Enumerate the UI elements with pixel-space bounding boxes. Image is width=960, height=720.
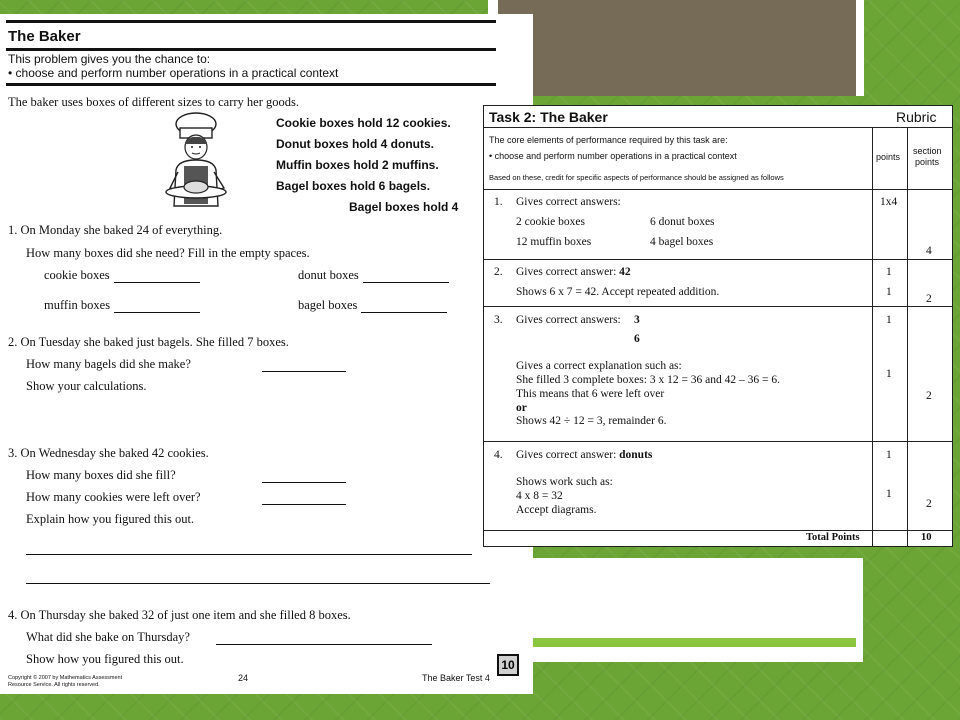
rubric-total-value: 10 <box>921 532 932 543</box>
r1-head: Gives correct answers: <box>516 196 621 208</box>
rubric-rule-row1 <box>484 259 952 260</box>
q1-muffin-field[interactable] <box>44 298 200 313</box>
rubric-label: Rubric <box>896 109 937 125</box>
r4-work-2: 4 x 8 = 32 <box>516 490 563 502</box>
r4-work-1: Shows work such as: <box>516 476 613 488</box>
r2-point-2: 1 <box>886 286 892 298</box>
q1-muffin-label: muffin boxes <box>44 298 111 312</box>
r1-section-points: 4 <box>926 245 932 257</box>
title-rule <box>6 48 496 51</box>
r2-point-1: 1 <box>886 266 892 278</box>
r4-point-1: 1 <box>886 449 892 461</box>
r3-explain-1: Gives a correct explanation such as: <box>516 360 682 372</box>
r2-head-line <box>516 266 631 278</box>
lead-text: The baker uses boxes of different sizes to carry her goods. <box>8 95 299 109</box>
r3-num: 3. <box>494 314 503 326</box>
fact-cookie: Cookie boxes hold 12 cookies. <box>276 116 451 130</box>
r2-section-points: 2 <box>926 293 932 305</box>
baker-illustration <box>156 110 242 214</box>
q1-bagel-blank[interactable] <box>361 302 447 313</box>
rubric-col-section-1: section <box>913 146 942 156</box>
r1-answer-muffin: 12 muffin boxes <box>516 236 592 248</box>
q1-donut-label: donut boxes <box>298 268 359 282</box>
r2-answer: 42 <box>619 266 631 278</box>
q2-text: 2. On Tuesday she baked just bagels. She filled 7 boxes. <box>8 335 289 349</box>
intro-line-1: This problem gives you the chance to: <box>8 52 211 66</box>
q3-explain-line-1[interactable] <box>26 554 472 555</box>
q1-bagel-field[interactable] <box>298 298 447 313</box>
r1-answer-donut: 6 donut boxes <box>650 216 715 228</box>
rubric-col-divider-1 <box>872 127 873 547</box>
rubric-panel <box>483 105 953 547</box>
worksheet-title: The Baker <box>8 28 81 45</box>
q1-cookie-field[interactable] <box>44 268 200 283</box>
r1-points: 1x4 <box>880 196 898 208</box>
footer-copyright-line-2: Resource Service. All rights reserved. <box>8 681 100 688</box>
q4-text: 4. On Thursday she baked 32 of just one item and she filled 8 boxes. <box>8 608 351 622</box>
q1-donut-field[interactable] <box>298 268 449 283</box>
r4-head-line <box>516 449 652 461</box>
rubric-core-2: • choose and perform number operations in a practical context <box>489 151 737 161</box>
r2-num: 2. <box>494 266 503 278</box>
r2-show: Shows 6 x 7 = 42. Accept repeated addition. <box>516 286 720 298</box>
rubric-col-divider-2 <box>907 127 908 547</box>
q3-explain: Explain how you figured this out. <box>26 512 195 526</box>
r3-explain-3: This means that 6 were left over <box>516 388 665 400</box>
footer-test-label: The Baker Test 4 <box>422 673 490 683</box>
slide-decoration-brown-block <box>498 0 856 96</box>
q3-ask-2: How many cookies were left over? <box>26 490 201 504</box>
intro-line-2: • choose and perform number operations in a practical context <box>8 66 339 80</box>
q1-donut-blank[interactable] <box>363 272 449 283</box>
q1-muffin-blank[interactable] <box>114 302 200 313</box>
q3-ask-1: How many boxes did she fill? <box>26 468 176 482</box>
rubric-core-1: The core elements of performance required by this task are: <box>489 135 728 145</box>
footer-copyright-line-1: Copyright © 2007 by Mathematics Assessment <box>8 675 123 681</box>
r3-point-2: 1 <box>886 368 892 380</box>
rubric-rule-row4 <box>484 530 952 531</box>
r4-point-2: 1 <box>886 488 892 500</box>
q2-answer-blank[interactable] <box>262 371 346 372</box>
score-box: 10 <box>497 654 519 676</box>
r4-answer: donuts <box>619 449 653 461</box>
r3-head: Gives correct answers: <box>516 314 621 326</box>
q2-ask: How many bagels did she make? <box>26 357 191 371</box>
r4-head: Gives correct answer: <box>516 449 617 461</box>
r1-answer-cookie: 2 cookie boxes <box>516 216 585 228</box>
r4-work-3: Accept diagrams. <box>516 504 597 516</box>
footer-copyright <box>8 675 122 688</box>
r3-section-points: 2 <box>926 390 932 402</box>
worksheet-page <box>0 14 533 694</box>
fact-muffin: Muffin boxes hold 2 muffins. <box>276 158 439 172</box>
r1-answer-bagel: 4 bagel boxes <box>650 236 714 248</box>
q3-answer-blank-1[interactable] <box>262 482 346 483</box>
fact-donut: Donut boxes hold 4 donuts. <box>276 137 434 151</box>
q2-show: Show your calculations. <box>26 379 147 393</box>
r3-explain-or: or <box>516 402 527 414</box>
top-rule <box>6 20 496 23</box>
q3-text: 3. On Wednesday she baked 42 cookies. <box>8 446 209 460</box>
r4-section-points: 2 <box>926 498 932 510</box>
r3-answer-1: 3 <box>634 314 640 326</box>
q4-show: Show how you figured this out. <box>26 652 184 666</box>
r2-head: Gives correct answer: <box>516 266 617 278</box>
slide-accent-bar <box>533 638 856 647</box>
r4-num: 4. <box>494 449 503 461</box>
rubric-rule-row2 <box>484 306 952 307</box>
r1-num: 1. <box>494 196 503 208</box>
r3-answer-2: 6 <box>634 333 640 345</box>
q1-cookie-blank[interactable] <box>114 272 200 283</box>
q3-explain-line-2[interactable] <box>26 583 490 584</box>
rubric-rule-row3 <box>484 441 952 442</box>
footer-page-number: 24 <box>238 673 249 683</box>
rubric-title: Task 2: The Baker <box>489 109 608 125</box>
q3-answer-blank-2[interactable] <box>262 504 346 505</box>
rubric-core-3: Based on these, credit for specific aspects of performance should be assigned as follows <box>489 173 784 182</box>
rubric-rule-header <box>484 189 952 190</box>
r3-explain-2: She filled 3 complete boxes: 3 x 12 = 36 and 42 – 36 = 6. <box>516 374 781 386</box>
rubric-col-points: points <box>876 152 901 162</box>
q4-ask: What did she bake on Thursday? <box>26 630 190 644</box>
r3-point-1: 1 <box>886 314 892 326</box>
q1-prompt: How many boxes did she need? Fill in the empty spaces. <box>26 246 310 260</box>
fact-bagel-repeat: Bagel boxes hold 4 <box>349 200 459 214</box>
q1-cookie-label: cookie boxes <box>44 268 110 282</box>
q1-bagel-label: bagel boxes <box>298 298 358 312</box>
q4-answer-blank[interactable] <box>216 644 432 645</box>
r3-explain-5: Shows 42 ÷ 12 = 3, remainder 6. <box>516 415 667 427</box>
rubric-col-section-2: points <box>915 157 940 167</box>
fact-bagel: Bagel boxes hold 6 bagels. <box>276 179 431 193</box>
rubric-rule-title <box>484 127 952 128</box>
intro-rule <box>6 83 496 86</box>
q1-text: 1. On Monday she baked 24 of everything. <box>8 223 223 237</box>
rubric-total-label: Total Points <box>806 532 860 543</box>
